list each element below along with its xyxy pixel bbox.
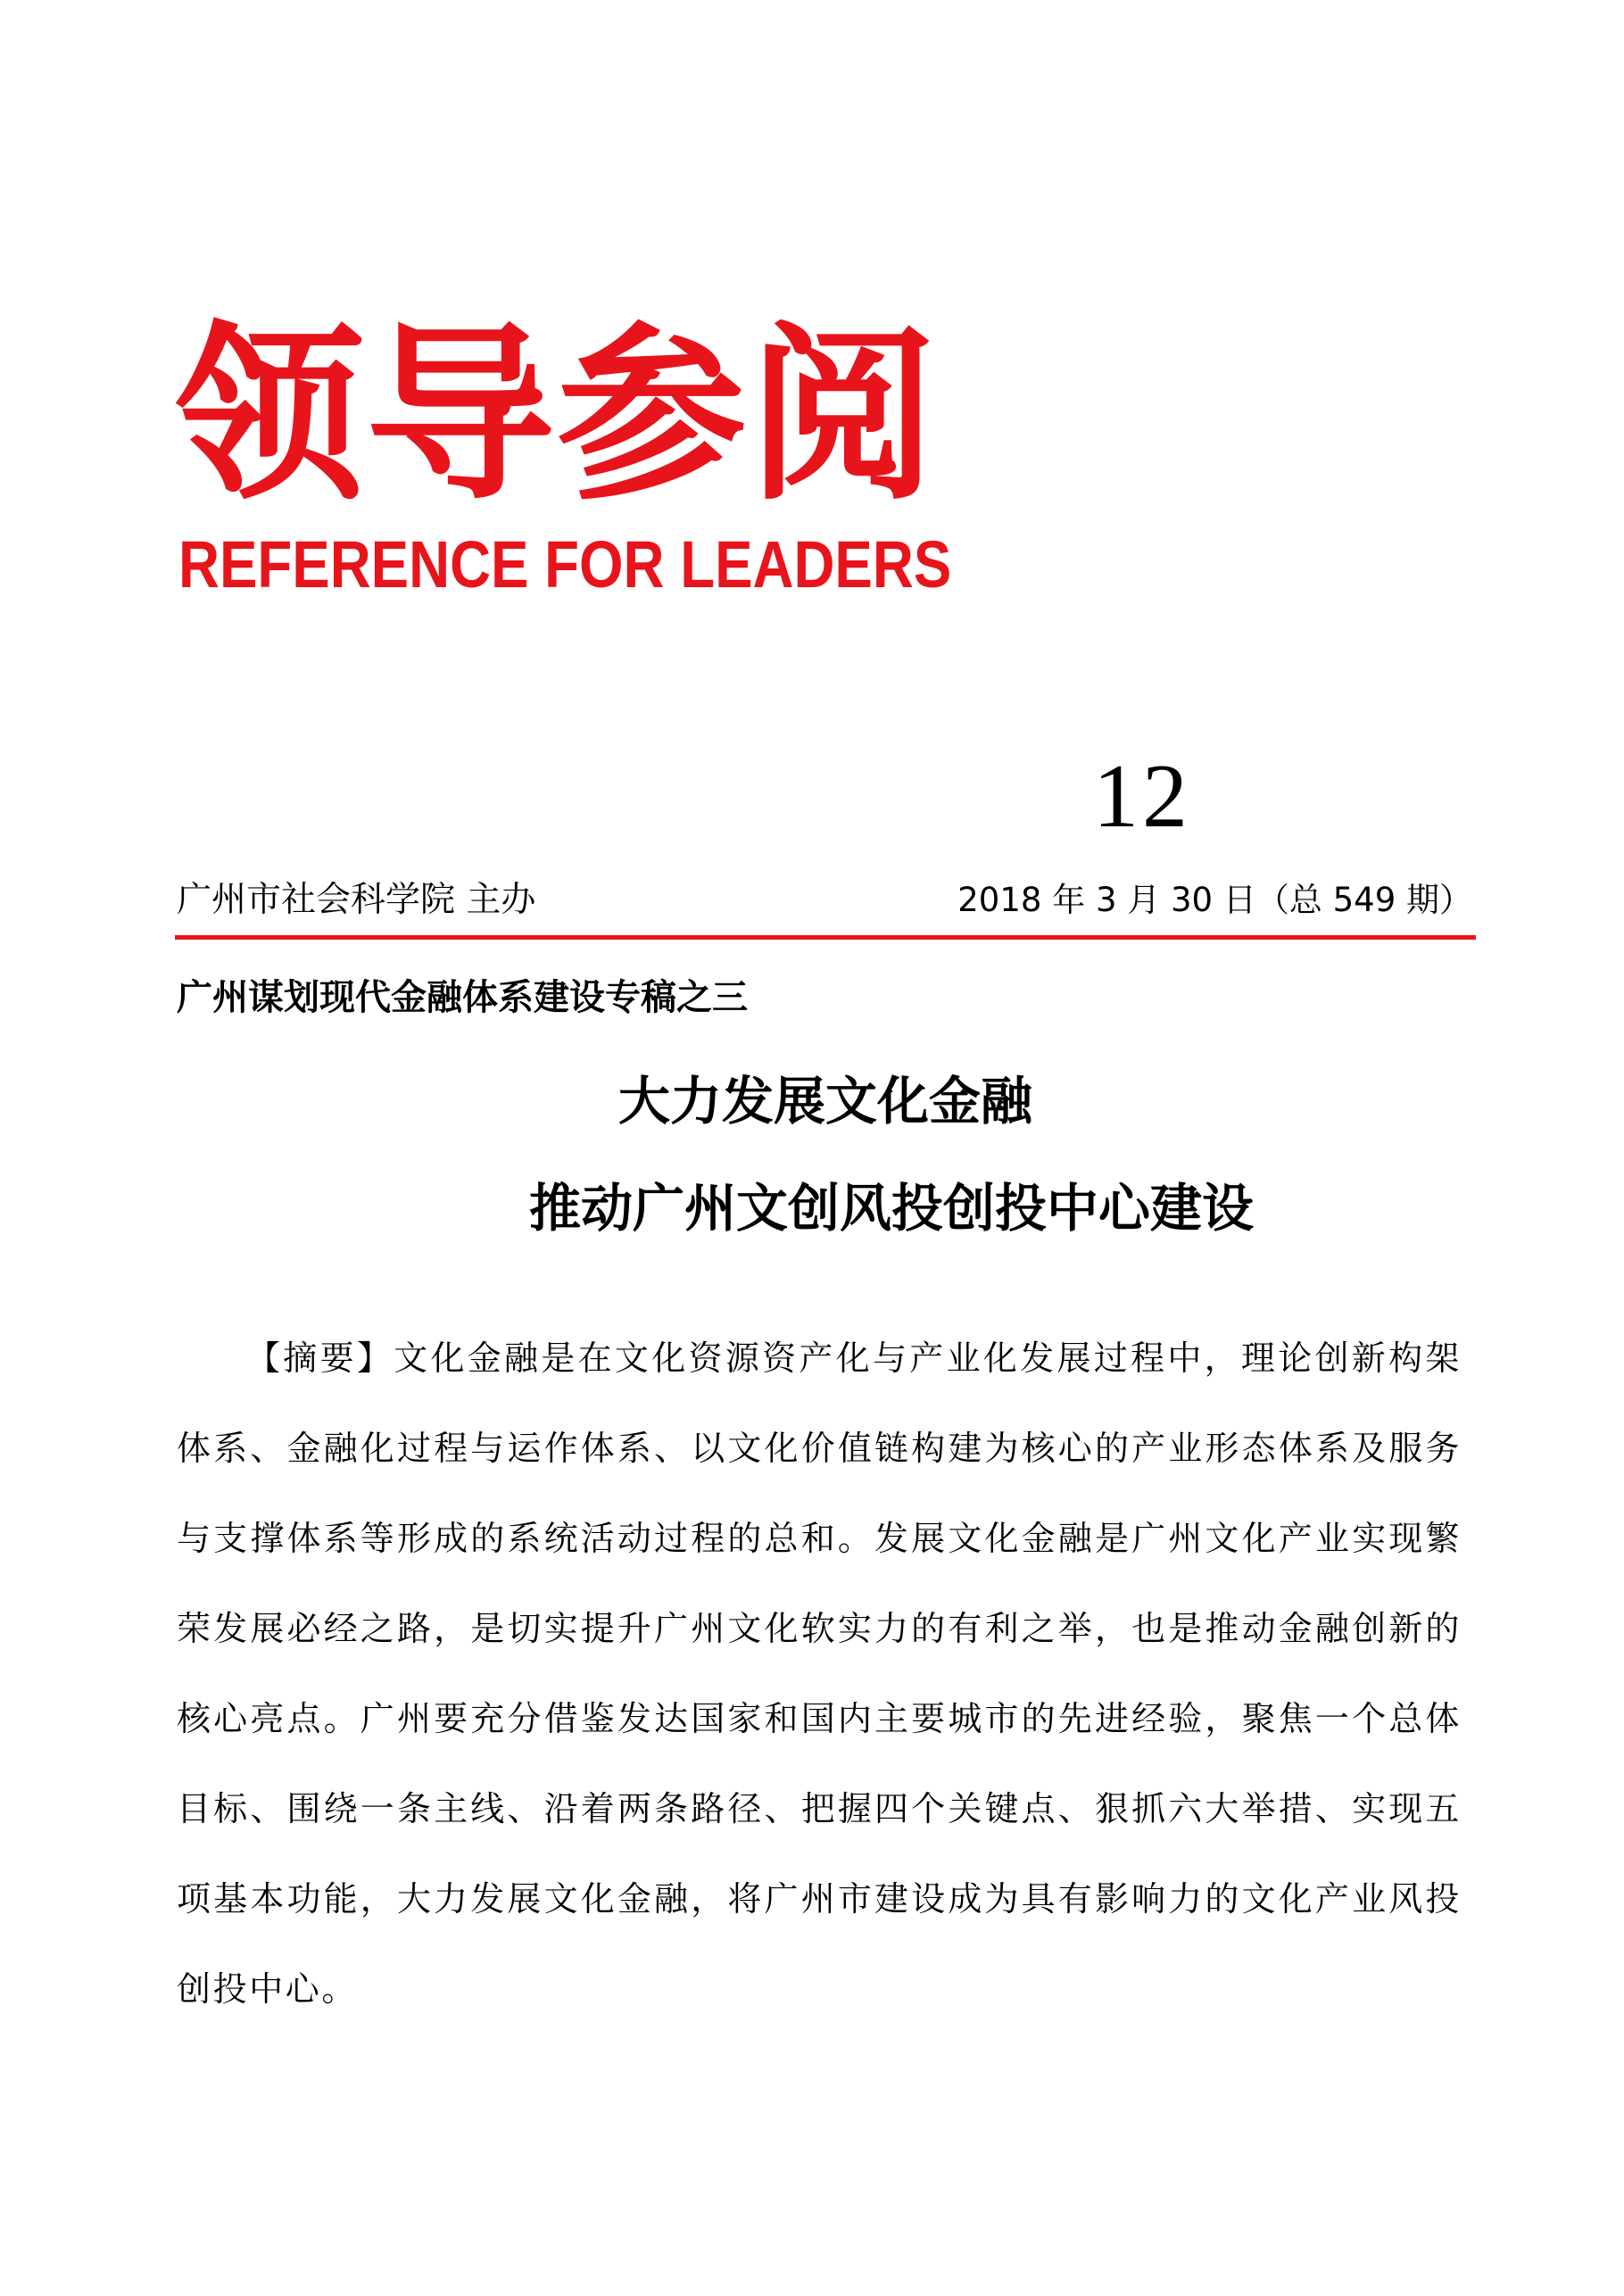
masthead-title-cn: 领导参阅 xyxy=(175,303,939,526)
masthead-title-en: REFERENCE FOR LEADERS xyxy=(178,527,952,601)
header-divider xyxy=(175,935,1476,940)
issue-number: 12 xyxy=(1093,746,1191,847)
issue-date: 2018 年 3 月 30 日（总 549 期） xyxy=(957,881,1472,919)
article-title-line-2: 推动广州文创风投创投中心建设 xyxy=(528,1178,1254,1239)
abstract-paragraph: 【摘要】文化金融是在文化资源资产化与产业化发展过程中，理论创新构架体系、金融化过程与运作体系、以文化价值链构建为核心的产业形态体系及服务与支撑体系等形成的系统活动过程的总和。发展文化金融是广州文化产业实现繁荣发展必经之路，是切实提升广州文化软实力的有利之举，也是推动金融创新的核心亮点。广州要充分借鉴发达国家和国内主要城市的先进经验，聚焦一个总体目标、围绕一条主线、沿着两条路径、把握四个关键点、狠抓六大举措、实现五项基本功能，大力发展文化金融，将广州市建设成为具有影响力的文化产业风投创投中心。 xyxy=(177,1339,1462,2009)
article-title-line-1: 大力发展文化金融 xyxy=(617,1071,1032,1131)
publisher-line: 广州市社会科学院 主办 xyxy=(177,880,536,920)
series-label: 广州谋划现代金融体系建设专稿之三 xyxy=(177,976,748,1018)
